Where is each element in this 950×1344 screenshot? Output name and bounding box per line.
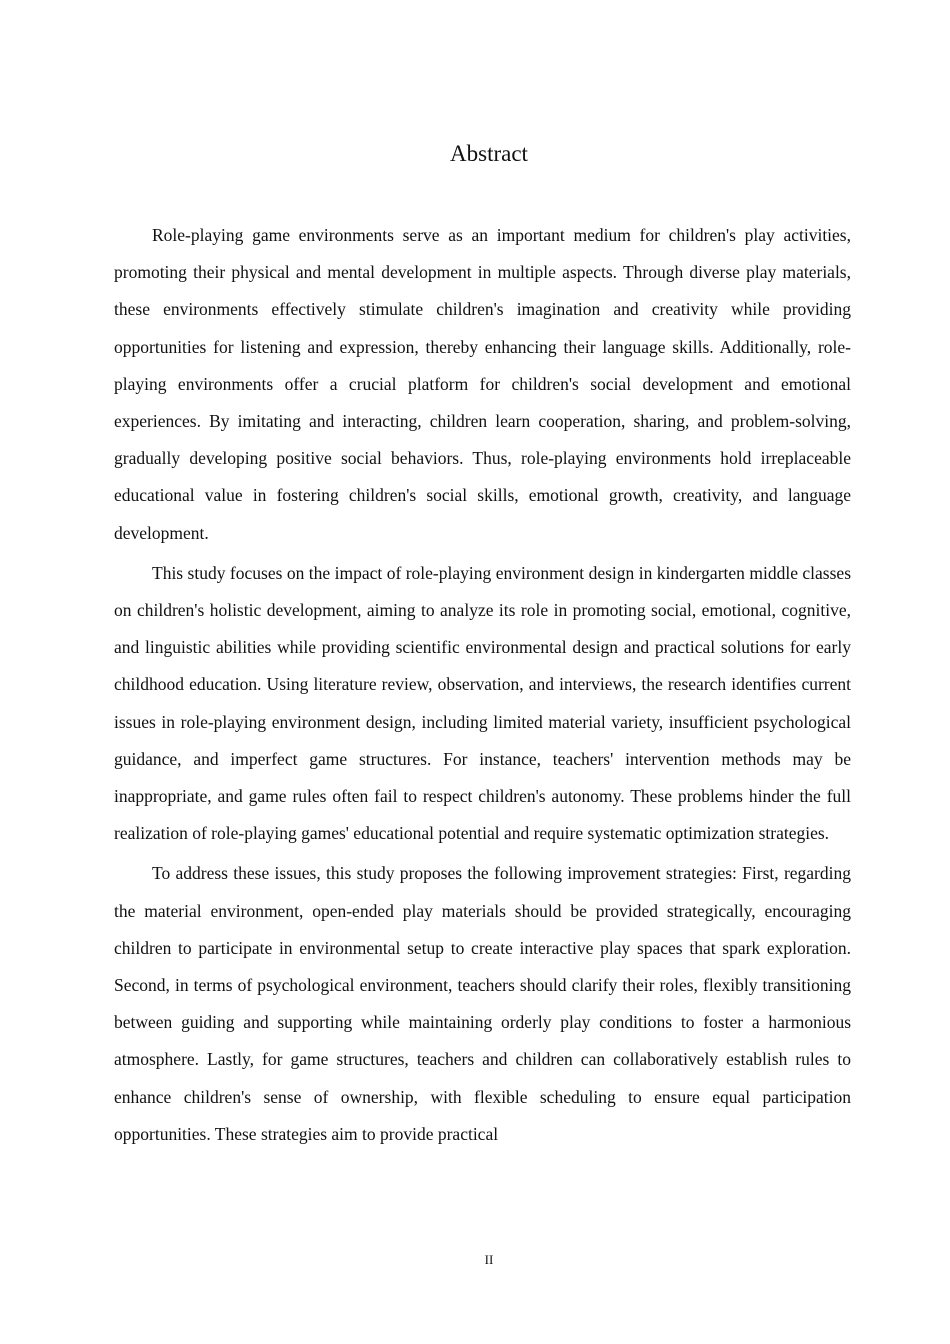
page-number: II xyxy=(484,1252,494,1267)
abstract-paragraph-1: Role-playing game environments serve as an important medium for children's play activities, promoting their physical and mental development in multiple aspects. Through diverse play materials, these environments effectively stimulate children's imagination and creativity while providing opportunities for listening and expression, thereby enhancing their language skills. Additionally, role-playing environments offer a crucial platform for children's social development and emotional experiences. By imitating and interacting, children learn cooperation, sharing, and problem-solving, gradually developing positive social behaviors. Thus, role-playing environments hold irreplaceable educational value in fostering children's social skills, emotional growth, creativity, and language development. xyxy=(114,225,851,543)
abstract-paragraph-2: This study focuses on the impact of role-playing environment design in kindergarten middle classes on children's holistic development, aiming to analyze its role in promoting social, emotional, cognitive, and linguistic abilities while providing scientific environmental design and practical solutions for early childhood education. Using literature review, observation, and interviews, the research identifies current issues in role-playing environment design, including limited material variety, insufficient psychological guidance, and imperfect game structures. For instance, teachers' intervention methods may be inappropriate, and game rules often fail to respect children's autonomy. These problems hinder the full realization of role-playing games' educational potential and require systematic optimization strategies. xyxy=(114,562,851,844)
abstract-title: Abstract xyxy=(450,141,528,167)
abstract-body xyxy=(114,217,851,1156)
abstract-paragraph-3: To address these issues, this study proposes the following improvement strategies: First, regarding the material environment, open-ended play materials should be provided strategically, encouraging children to participate in environmental setup to create interactive play spaces that spark exploration. Second, in terms of psychological environment, teachers should clarify their roles, flexibly transitioning between guiding and supporting while maintaining orderly play conditions to foster a harmonious atmosphere. Lastly, for game structures, teachers and children can collaboratively establish rules to enhance children's sense of ownership, with flexible scheduling to ensure equal participation opportunities. These strategies aim to provide practical xyxy=(114,863,851,1144)
